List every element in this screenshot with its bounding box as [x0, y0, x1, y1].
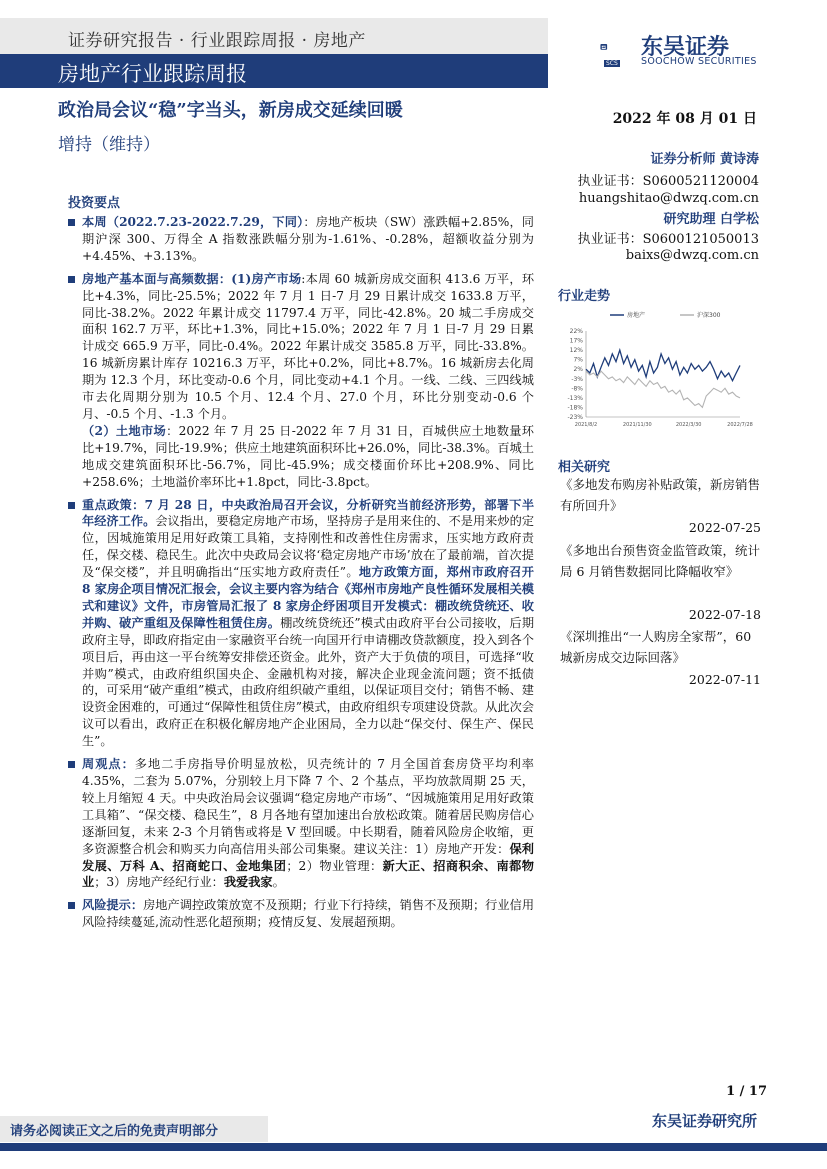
point-sub: (1)房产市场: [231, 271, 302, 286]
breadcrumb: 证券研究报告 · 行业跟踪周报 · 房地产: [68, 31, 366, 51]
assistant-license: 执业证书：S0600121050013: [577, 232, 759, 247]
y-tick-label: -3%: [571, 375, 583, 383]
point-policy: [68, 497, 534, 751]
y-tick-label: -8%: [571, 385, 583, 393]
page-number: 1 / 17: [726, 1084, 767, 1099]
related-item-title[interactable]: 《多地发布购房补贴政策，新房销售有所回升》: [560, 477, 761, 513]
analyst-name: 证券分析师 黄诗涛: [650, 152, 759, 167]
assistant-name: 研究助理 白学松: [663, 212, 759, 227]
x-tick-label: 2021/11/30: [622, 422, 652, 428]
point-text: 会议指出，要稳定房地产市场，坚持房子是用来住的、不是用来炒的定位，因城施策用足用好政策工具箱，支持刚性和改善性住房需求，压实地方政府责任，保交楼、稳民生。此次中央政局会议将‘稳定房地产市场’放在了最前端，首次提及“保交楼”，并且明确指出“压实地方政府责任”。: [82, 514, 535, 580]
footer-disclaimer[interactable]: 请务必阅读正文之后的免责声明部分: [10, 1124, 219, 1139]
y-tick-label: -23%: [567, 414, 583, 421]
point-risk: [68, 897, 534, 931]
point-bold: 保利发展、万科 A、招商蛇口、金地集团: [82, 841, 534, 873]
report-type: 房地产行业跟踪周报: [58, 62, 247, 86]
related-item-date: 2022-07-11: [688, 672, 761, 687]
logo-subtext: SOOCHOW SECURITIES: [641, 56, 757, 67]
footer-institute: 东吴证券研究所: [651, 1112, 757, 1130]
point-lead: 周观点：: [82, 757, 135, 772]
point-text: 房地产调控政策放宽不及预期；行业下行持续，销售不及预期；行业信用风险持续蔓延,流动性恶化超预期；疫情反复、发展超预期。: [82, 898, 535, 930]
footer-divider: [0, 1143, 827, 1151]
investment-points: [68, 214, 534, 937]
x-tick-label: 2022/3/30: [675, 422, 702, 428]
point-lead: 房地产基本面与高频数据：: [82, 271, 232, 286]
point-text: :本周 60 城新房成交面积 413.6 万平，环比+4.3%，同比-25.5%；2022 年 7 月 1 日-7 月 29 日累计成交 1633.8 万平，同比-38.2%。2022 年累计成交 11797.4 万平，同比-42.8%。20 城二手房成交面积 162.7 万平，环比+1.3%，同比+15.0%；2022 年 7 月 1 日-7 月 29 日累计成交 665.9 万平，同比-0.4%。2022 年累计成交 3585.8 万平，同比-33.8%。16 城新房累计库存 10216.3 万平，环比+0.2%，同比+8.7%。16 城新房去化周期为 12.3 个月，环比变动-0.6 个月，同比变动+4.1 个月。一线、二线、三四线城市去化周期分别为 10.5 个月、12.4 个月、27.0 个月，环比分别变动-0.6 个月、-0.5 个月、-1.3 个月。: [82, 271, 535, 421]
y-tick-label: 17%: [569, 337, 583, 345]
point-sub: （2）土地市场: [82, 423, 167, 438]
legend-label: 沪深300: [697, 312, 721, 319]
y-tick-label: -18%: [567, 404, 583, 412]
logo-abbr: SCS: [606, 60, 618, 67]
section-title: 投资要点: [68, 196, 121, 211]
related-item-title[interactable]: 《多地出台预售资金监管政策，统计局 6 月销售数据同比降幅收窄》: [560, 543, 761, 579]
assistant-email[interactable]: baixs@dwzq.com.cn: [625, 248, 759, 263]
point-text: ：房地产板块（SW）涨跌幅+2.85%，同期沪深 300、万得全 A 指数涨跌幅分别为-1.61%、-0.28%，超额收益分别为+4.45%、+3.13%。: [82, 215, 534, 263]
point-lead: 本周（2022.7.23-2022.7.29，下同）: [82, 215, 304, 229]
trend-title: 行业走势: [558, 289, 611, 304]
logo-text: 东吴证券: [641, 35, 730, 60]
y-tick-label: -13%: [567, 394, 583, 402]
point-text: ：2022 年 7 月 25 日-2022 年 7 月 31 日，百城供应土地数量环比+19.7%，同比-19.9%；供应土地建筑面积环比+26.0%，同比-38.3%。百城土地成交建筑面积环比-56.7%，同比-45.9%；成交楼面价环比+208.9%、同比+258.6%；土地溢价率环比+1.8pct，同比-3.8pct。: [82, 423, 534, 489]
point-text: 多地二手房指导价明显放松，贝壳统计的 7 月全国首套房贷平均利率 4.35%，二套为 5.07%，分别较上月下降 7 个、2 个基点，平均放款周期 25 天，较上月缩短 4 天。中央政治局会议强调“稳定房地产市场”、“因城施策用足用好政策工具箱”、“保交楼、稳民生”，8 月各地有望加速出台放松政策。随着居民购房信心逐渐回复，未来 2-3 个月销售或将是 V 型回暖。中长期看，随着风险房企收缩，更多资源整合机会和购买力向高信用头部公司集聚。建议关注：1）房地产开发：: [82, 757, 534, 856]
point-text: 。: [272, 875, 285, 890]
y-tick-label: 7%: [573, 356, 583, 364]
point-fundamentals: [68, 271, 534, 491]
point-text: 棚改统贷统还”模式由政府平台公司接收，后期政府主导，即政府指定由一家融资平台统一向国开行申请棚改贷款额度，投入到各个项目后，再由这一平台统筹安排偿还资金。此外，资产大于负债的项目，可选择“收并购”模式，由政府组织国央企、金融机构对接，解决企业现金流问题；资不抵债的，可采用“破产重组”模式，由政府组织破产重组，以保证项目交付；销售不畅、建设资金困难的，可通过“保障性租赁住房”模式，由政府组织专项建设贷款。从此次会议可以看出，政府正在积极化解房地产企业困局，全力以赴“保交付、保生产、保民生”。: [82, 615, 535, 749]
analyst-email[interactable]: huangshitao@dwzq.com.cn: [578, 191, 759, 206]
point-lead: 重点政策：: [82, 497, 145, 512]
point-bold: 7 月 28 日，中央政治局召开会议，分析研究当前经济形势，部署下半年经济工作。: [82, 497, 535, 529]
x-tick-label: 2022/7/28: [727, 422, 753, 428]
y-tick-label: 22%: [569, 328, 583, 335]
point-bold: 我爱我家: [223, 875, 273, 890]
point-weekly: [68, 214, 534, 265]
series-line: [586, 350, 740, 381]
legend-label: 房地产: [627, 312, 646, 319]
rating: 增持（维持）: [58, 135, 160, 155]
point-text: ；2）物业管理：: [286, 858, 383, 873]
point-bold: 新大正、招商积余、南都物业: [82, 858, 534, 890]
point-lead: 风险提示：: [82, 898, 144, 913]
x-tick-label: 2021/8/2: [574, 422, 598, 428]
report-date: 2022 年 08 月 01 日: [612, 111, 757, 127]
y-tick-label: 12%: [569, 347, 583, 355]
related-item-title[interactable]: 《深圳推出“一人购房全家帮”，60 城新房成交边际回落》: [560, 629, 752, 665]
analyst-license: 执业证书：S0600521120004: [577, 174, 759, 189]
point-text: ；3）房地产经纪行业：: [94, 875, 224, 890]
related-item-date: 2022-07-25: [688, 520, 761, 535]
point-view: [68, 756, 534, 891]
y-tick-label: 2%: [573, 366, 583, 374]
page-title: 政治局会议“稳”字当头，新房成交延续回暖: [58, 100, 403, 121]
related-title: 相关研究: [558, 460, 611, 475]
industry-trend-chart: [560, 305, 753, 435]
related-item-date: 2022-07-18: [688, 607, 761, 622]
point-bold: 地方政策方面，郑州市政府召开 8 家房企项目情况汇报会，会议主要内容为结合《郑州市房地产良性循环发展相关模式和建议》文件，市房管局汇报了 8 家房企纾困项目开发模式：棚改统贷统还、收并购、破产重组及保障性租赁住房。: [82, 565, 534, 630]
